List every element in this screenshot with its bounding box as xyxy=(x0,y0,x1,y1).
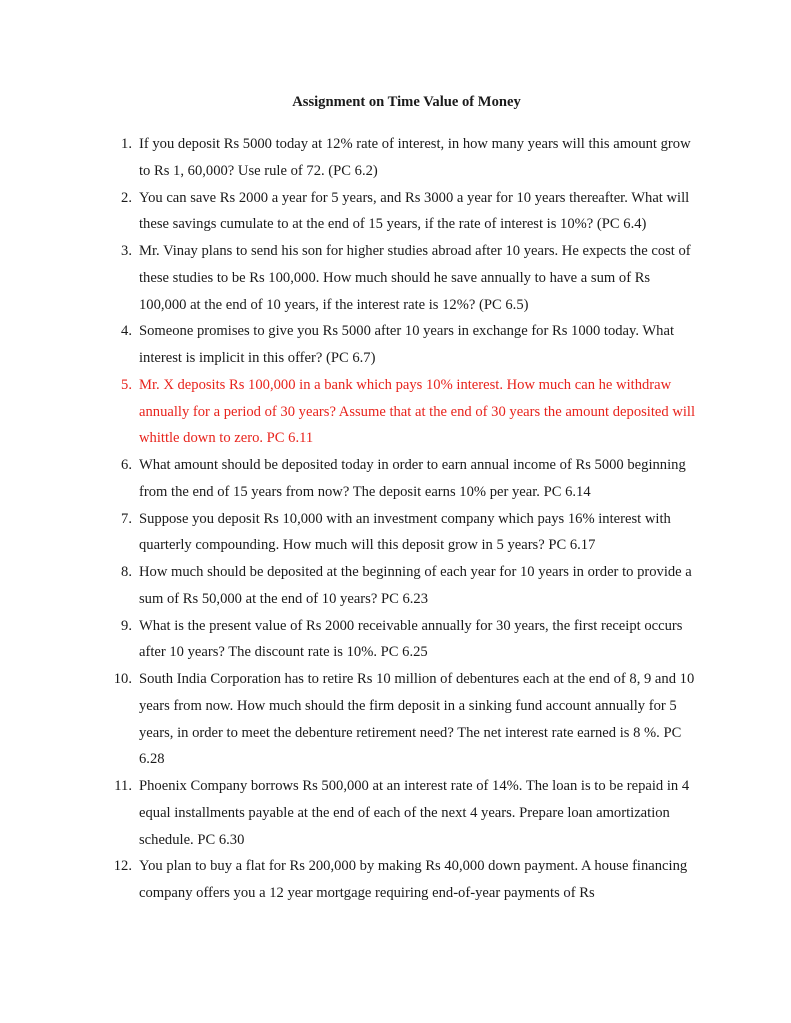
question-number: 2. xyxy=(121,189,132,206)
question-number: 1. xyxy=(121,136,132,152)
question-text: You plan to buy a flat for Rs 200,000 by making Rs 40,000 down payment. A house financing company offers you a 12 year mortgage requiring end-of-year payments of Rs xyxy=(139,858,688,901)
question-text: Phoenix Company borrows Rs 500,000 at an interest rate of 14%. The loan is to be repaid in 4 equal installments payable at the end of each of the next 4 years. Prepare loan amortization schedule. PC 6.30 xyxy=(139,778,690,848)
question-number: 4. xyxy=(121,323,132,340)
question-number: 11. xyxy=(114,778,132,794)
question-number: 3. xyxy=(121,243,132,259)
question-number: 10. xyxy=(113,671,132,687)
question-item xyxy=(0,318,791,372)
question-text: Mr. X deposits Rs 100,000 in a bank which pays 10% interest. How much can he withdraw annually for a period of 30 years? Assume that at the end of 30 years the amount deposited will whittle down to zero. PC 6.11 xyxy=(139,376,696,447)
question-item xyxy=(0,853,791,907)
question-number: 7. xyxy=(121,510,132,527)
question-item xyxy=(0,238,791,318)
question-item xyxy=(0,773,791,853)
question-number: 12. xyxy=(113,858,132,875)
question-text: You can save Rs 2000 a year for 5 years, and Rs 3000 a year for 10 years thereafter. What will these savings cumulate to at the end of 15 years, if the rate of interest is 10%? (PC 6.4) xyxy=(139,189,690,233)
question-number: 5. xyxy=(121,376,132,393)
question-item xyxy=(0,185,791,239)
question-text: Someone promises to give you Rs 5000 after 10 years in exchange for Rs 1000 today. What interest is implicit in this offer? (PC 6.7) xyxy=(139,323,674,366)
question-text: If you deposit Rs 5000 today at 12% rate of interest, in how many years will this amount grow to Rs 1, 60,000? Use rule of 72. (PC 6.2) xyxy=(139,136,691,179)
question-number: 6. xyxy=(121,457,132,473)
question-text: What is the present value of Rs 2000 receivable annually for 30 years, the first receipt occurs after 10 years? The discount rate is 10%. PC 6.25 xyxy=(139,617,683,661)
question-item xyxy=(0,506,791,560)
question-item xyxy=(0,131,791,185)
question-text: How much should be deposited at the beginning of each year for 10 years in order to provide a sum of Rs 50,000 at the end of 10 years? PC 6.23 xyxy=(139,564,692,607)
question-item xyxy=(0,613,791,667)
question-number: 9. xyxy=(121,617,132,634)
question-text: Mr. Vinay plans to send his son for higher studies abroad after 10 years. He expects the cost of these studies to be Rs 100,000. How much should he save annually to have a sum of Rs 100,000 at the end of 10 years, if the interest rate is 12%? (PC 6.5) xyxy=(139,243,691,313)
document-title: Assignment on Time Value of Money xyxy=(292,94,521,110)
question-item xyxy=(0,559,791,613)
question-text: What amount should be deposited today in order to earn annual income of Rs 5000 beginning from the end of 15 years from now? The deposit earns 10% per year. PC 6.14 xyxy=(139,457,686,500)
question-item xyxy=(0,452,791,506)
question-item xyxy=(0,666,791,773)
question-text: South India Corporation has to retire Rs 10 million of debentures each at the end of 8, 9 and 10 years from now. How much should the firm deposit in a sinking fund account annually for 5 years, in order to meet the debenture retirement need? The net interest rate earned is 8 %. PC 6.28 xyxy=(139,671,695,768)
question-text: Suppose you deposit Rs 10,000 with an investment company which pays 16% interest with quarterly compounding. How much will this deposit grow in 5 years? PC 6.17 xyxy=(139,510,671,554)
question-list xyxy=(0,131,791,907)
question-item-highlighted xyxy=(0,372,791,452)
question-number: 8. xyxy=(121,564,132,580)
